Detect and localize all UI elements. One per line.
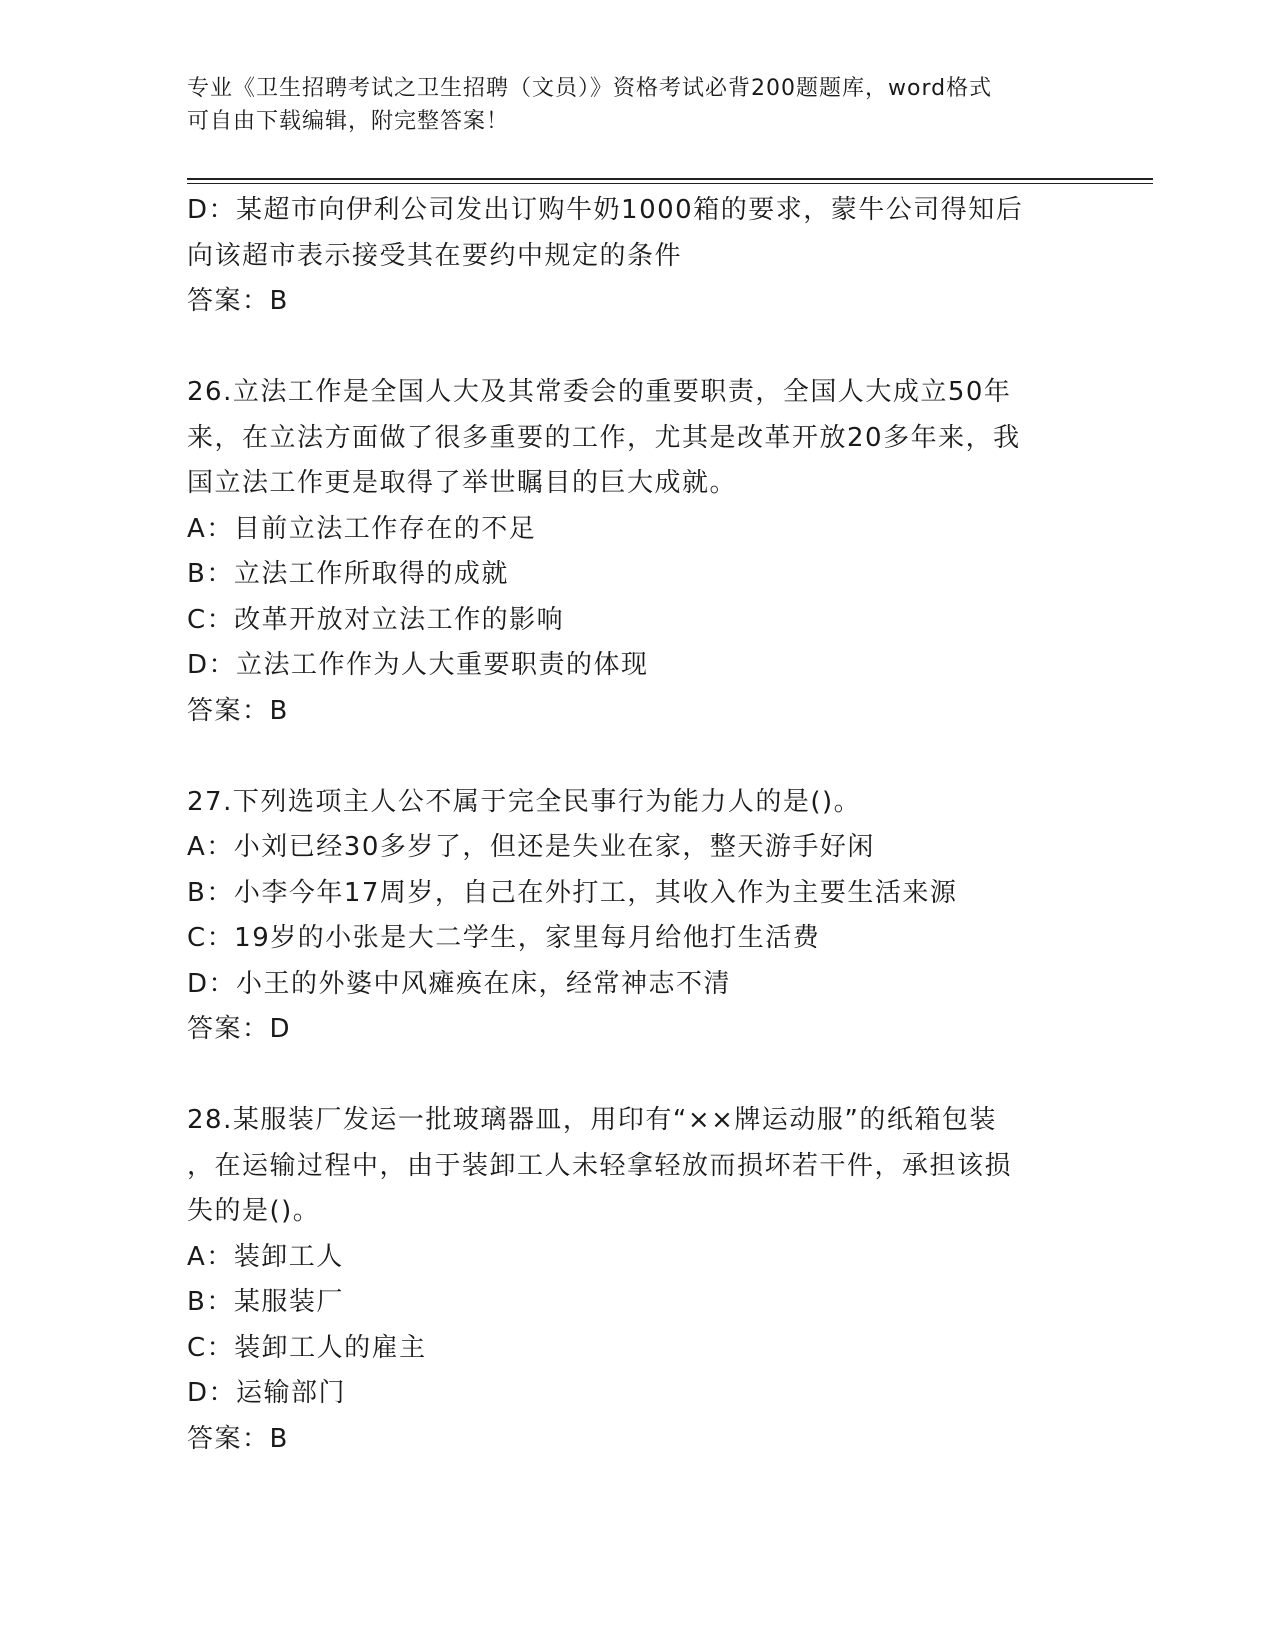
question-26: [187, 370, 1147, 734]
option-a: A：小刘已经30多岁了，但还是失业在家，整天游手好闲: [187, 832, 875, 862]
question-stem-line-3: 国立法工作更是取得了举世瞩目的巨大成就。: [187, 468, 738, 498]
option-d: D：小王的外婆中风瘫痪在床，经常神志不清: [187, 968, 732, 999]
option-c: C：装卸工人的雇主: [187, 1332, 427, 1363]
answer-text: 答案：B: [187, 1423, 289, 1454]
option-b: B：小李今年17周岁，自己在外打工，其收入作为主要生活来源: [187, 877, 958, 908]
header-line-1: 专业《卫生招聘考试之卫生招聘（文员）》资格考试必背200题题库，word格式: [187, 76, 993, 101]
option-b: B：某服装厂: [187, 1287, 344, 1317]
document-body: [187, 188, 1147, 1462]
option-d: D：立法工作作为人大重要职责的体现: [187, 650, 649, 680]
spacer: [187, 325, 1147, 371]
question-28: [187, 1098, 1147, 1462]
option-c: C：改革开放对立法工作的影响: [187, 604, 565, 635]
option-d: D：运输部门: [187, 1378, 347, 1408]
answer-text: 答案：B: [187, 695, 289, 726]
header-line-2: 可自由下载编辑，附完整答案！: [187, 109, 510, 134]
prev-question-block: [187, 188, 1147, 325]
option-b: B：立法工作所取得的成就: [187, 559, 509, 589]
option-a: A：目前立法工作存在的不足: [187, 513, 537, 544]
option-a: A：装卸工人: [187, 1241, 344, 1272]
option-d-line-1: D：某超市向伊利公司发出订购牛奶1000箱的要求，蒙牛公司得知后: [187, 195, 1024, 225]
question-stem-line-1: 28.某服装厂发运一批玻璃器皿，用印有“××牌运动服”的纸箱包装: [187, 1105, 997, 1135]
option-d-line-2: 向该超市表示接受其在要约中规定的条件: [187, 240, 683, 271]
spacer: [187, 734, 1147, 780]
question-stem-line-2: 来，在立法方面做了很多重要的工作，尤其是改革开放20多年来，我: [187, 422, 1021, 453]
header-divider-thick: [187, 178, 1153, 180]
spacer: [187, 1053, 1147, 1099]
question-stem-line-2: ，在运输过程中，由于装卸工人未轻拿轻放而损坏若干件，承担该损: [187, 1150, 1013, 1181]
question-stem-line-1: 26.立法工作是全国人大及其常委会的重要职责，全国人大成立50年: [187, 377, 1012, 407]
document-header: [187, 72, 1087, 138]
option-c: C：19岁的小张是大二学生，家里每月给他打生活费: [187, 923, 821, 953]
question-stem-line-1: 27.下列选项主人公不属于完全民事行为能力人的是()。: [187, 786, 862, 817]
answer-text: 答案：D: [187, 1014, 292, 1044]
question-27: [187, 780, 1147, 1053]
question-stem-line-3: 失的是()。: [187, 1196, 321, 1226]
header-divider-thin: [187, 183, 1153, 184]
answer-text: 答案：B: [187, 286, 289, 316]
